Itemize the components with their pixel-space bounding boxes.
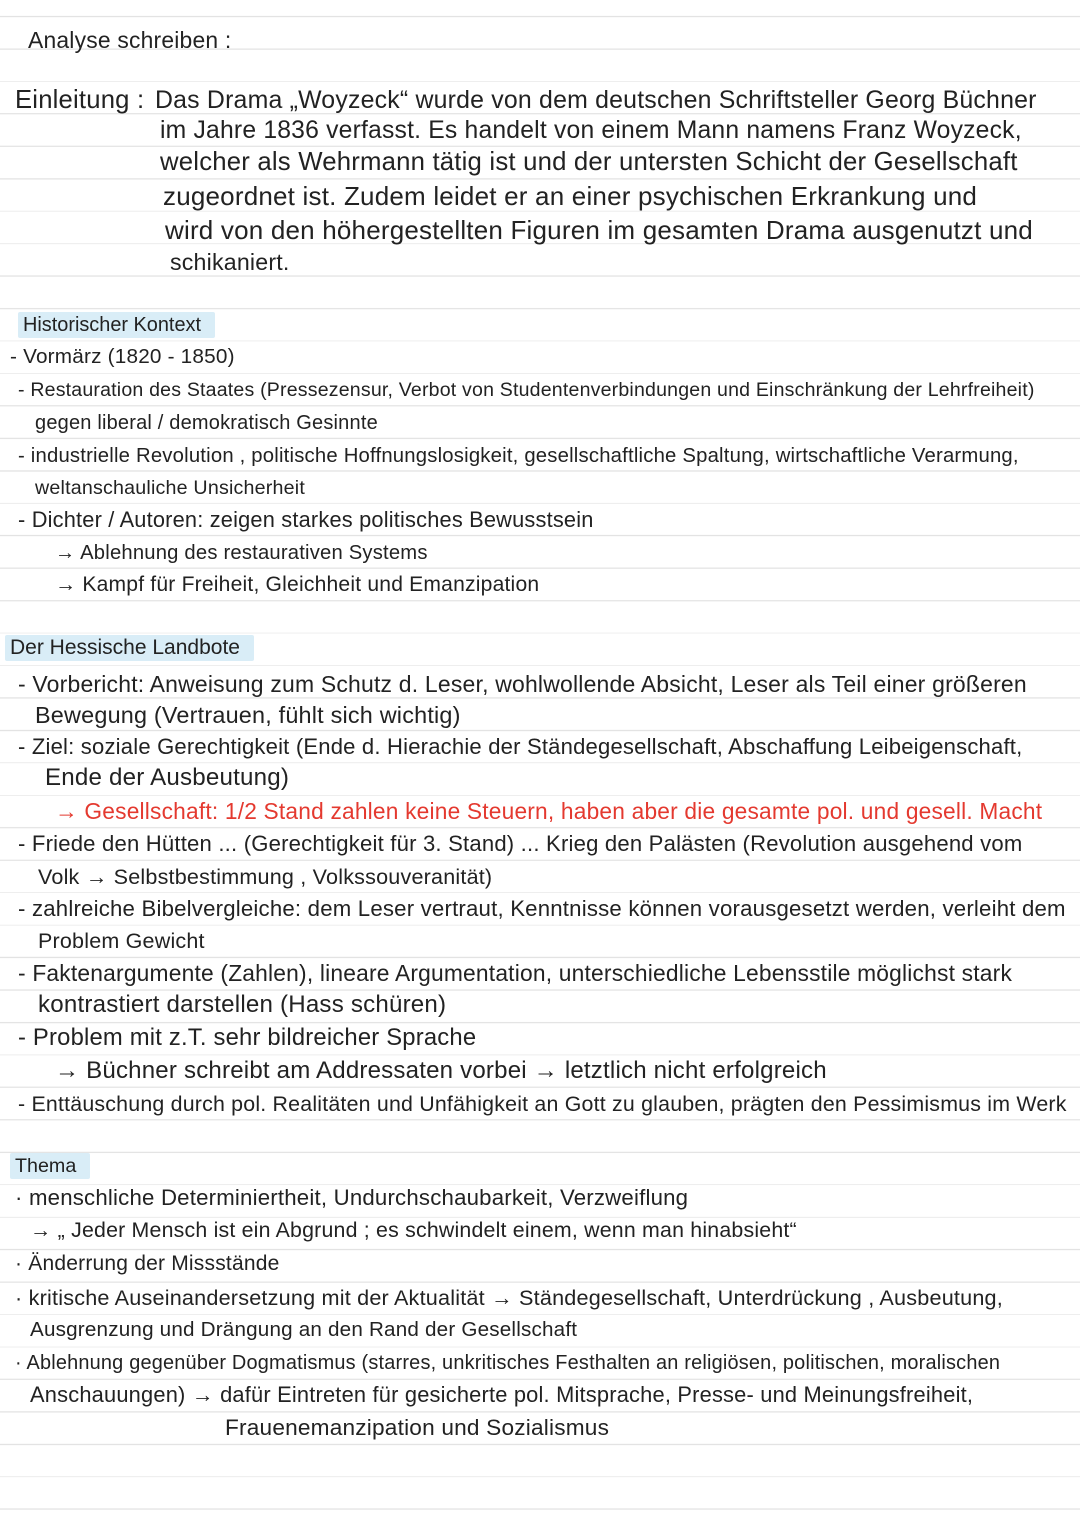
kontext-line: → Ablehnung des restaurativen Systems [55,542,428,564]
einleitung-line: wird von den höhergestellten Figuren im gesamten Drama ausgenutzt und [165,215,1033,245]
thema-line: · kritische Auseinandersetzung mit der Aktualität → Ständegesellschaft, Unterdrückung , Ausbeutung, [15,1285,1003,1310]
landbote-line: → Büchner schreibt am Addressaten vorbei → letztlich nicht erfolgreich [55,1057,827,1084]
thema-line: Ausgrenzung und Drängung an den Rand der Gesellschaft [30,1318,578,1341]
kontext-line: - Restauration des Staates (Pressezensur, Verbot von Studentenverbindungen und Einschränkung der Lehrfreiheit) [18,379,1035,401]
kontext-line: → Kampf für Freiheit, Gleichheit und Emanzipation [55,573,540,596]
einleitung-line: welcher als Wehrmann tätig ist und der untersten Schicht der Gesellschaft [160,148,1018,176]
section-heading-thema: Thema [10,1153,90,1179]
section-heading-historischer-kontext: Historischer Kontext [18,312,215,338]
landbote-line: Bewegung (Vertrauen, fühlt sich wichtig) [35,702,461,728]
kontext-line: gegen liberal / demokratisch Gesinnte [35,412,378,434]
kontext-line: weltanschauliche Unsicherheit [35,477,305,499]
landbote-line: - zahlreiche Bibelvergleiche: dem Leser vertraut, Kenntnisse können vorausgesetzt werden, verleiht dem [18,896,1066,921]
thema-line: · Ablehnung gegenüber Dogmatismus (starres, unkritisches Festhalten an religiösen, politischen, moralischen [15,1352,1001,1374]
landbote-line: - Faktenargumente (Zahlen), lineare Argumentation, unterschiedliche Lebensstile möglichst stark [18,960,1013,986]
thema-line: · menschliche Determiniertheit, Undurchschaubarkeit, Verzweiflung [15,1185,689,1210]
kontext-line: - Dichter / Autoren: zeigen starkes politisches Bewusstsein [18,507,594,532]
thema-line: · Änderrung der Missstände [15,1252,280,1275]
thema-line: Frauenemanzipation und Sozialismus [225,1415,610,1440]
landbote-line: Ende der Ausbeutung) [45,764,290,791]
einleitung-line: Das Drama „Woyzeck“ wurde von dem deutschen Schriftsteller Georg Büchner [155,86,1037,114]
thema-line: → „ Jeder Mensch ist ein Abgrund ; es schwindelt einem, wenn man hinabsieht“ [30,1218,797,1242]
landbote-line: - Enttäuschung durch pol. Realitäten und Unfähigkeit an Gott zu glauben, prägten den Pessimismus im Werk [18,1092,1067,1116]
landbote-line-highlighted-red: → Gesellschaft: 1/2 Stand zahlen keine Steuern, haben aber die gesamte pol. und gesell. Macht [55,798,1043,824]
landbote-line: - Friede den Hütten ... (Gerechtigkeit für 3. Stand) ... Krieg den Palästen (Revolution ausgehend vom [18,831,1023,856]
kontext-line: - industrielle Revolution , politische Hoffnungslosigkeit, gesellschaftliche Spaltung, wirtschaftliche Verarmung, [18,445,1019,467]
landbote-line: kontrastiert darstellen (Hass schüren) [38,991,447,1018]
landbote-line: Volk → Selbstbestimmung , Volkssouveranität) [38,864,493,889]
landbote-line: - Problem mit z.T. sehr bildreicher Sprache [18,1024,477,1051]
section-heading-hessischer-landbote: Der Hessische Landbote [5,635,254,661]
landbote-line: - Ziel: soziale Gerechtigkeit (Ende d. Hierachie der Ständegesellschaft, Abschaffung Leibeigenschaft, [18,734,1023,759]
einleitung-line: zugeordnet ist. Zudem leidet er an einer psychischen Erkrankung und [163,181,978,211]
landbote-line: - Vorbericht: Anweisung zum Schutz d. Leser, wohlwollende Absicht, Leser als Teil einer größeren [18,671,1027,697]
landbote-line: Problem Gewicht [38,929,205,953]
kontext-line: - Vormärz (1820 - 1850) [10,345,235,368]
einleitung-label: Einleitung : [15,86,145,114]
einleitung-line: im Jahre 1836 verfasst. Es handelt von einem Mann namens Franz Woyzeck, [160,117,1022,144]
thema-line: Anschauungen) → dafür Eintreten für gesicherte pol. Mitsprache, Presse- und Meinungsfreiheit, [30,1382,974,1407]
einleitung-line: schikaniert. [170,249,290,275]
page-title: Analyse schreiben : [28,27,232,53]
